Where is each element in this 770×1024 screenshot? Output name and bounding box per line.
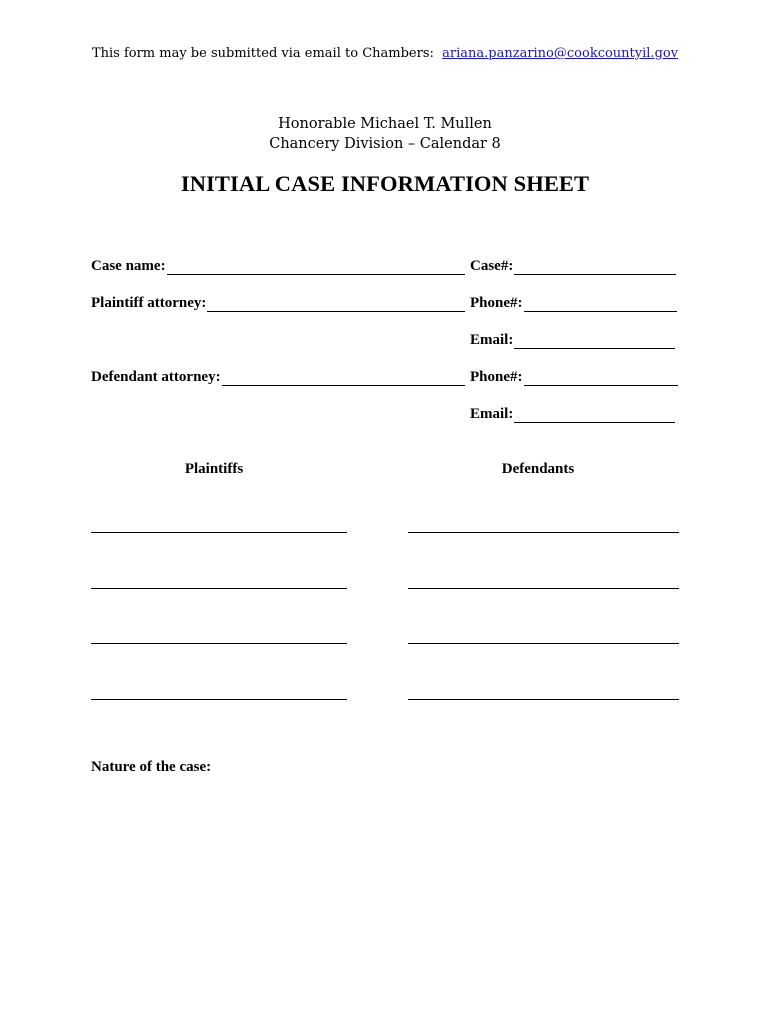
case-number-line[interactable]	[514, 260, 676, 275]
defendant-line-3[interactable]	[408, 643, 679, 644]
page-title: INITIAL CASE INFORMATION SHEET	[180, 171, 590, 196]
plaintiff-phone-label: Phone#:	[470, 295, 523, 311]
plaintiff-email-label: Email:	[470, 332, 514, 348]
case-number-label: Case#:	[470, 258, 514, 274]
plaintiff-line-1[interactable]	[91, 532, 347, 533]
plaintiff-phone-field[interactable]	[470, 292, 677, 312]
defendant-phone-line[interactable]	[524, 371, 679, 386]
plaintiff-attorney-label: Plaintiff attorney:	[91, 295, 207, 311]
submission-note-text: This form may be submitted via email to Chambers:	[91, 46, 434, 61]
case-name-field[interactable]	[91, 255, 465, 275]
defendant-line-2[interactable]	[408, 588, 679, 589]
plaintiffs-heading: Plaintiffs	[184, 461, 244, 477]
plaintiff-line-2[interactable]	[91, 588, 347, 589]
plaintiff-email-field[interactable]	[470, 329, 675, 349]
nature-of-case-label: Nature of the case:	[91, 759, 212, 775]
chambers-email-link[interactable]: ariana.panzarino@cookcountyil.gov	[442, 46, 679, 61]
plaintiff-attorney-line[interactable]	[207, 297, 465, 312]
defendant-attorney-label: Defendant attorney:	[91, 369, 221, 385]
division-name: Chancery Division – Calendar 8	[269, 136, 501, 152]
plaintiff-line-4[interactable]	[91, 699, 347, 700]
judge-name: Honorable Michael T. Mullen	[278, 116, 492, 132]
defendant-email-label: Email:	[470, 406, 514, 422]
submission-note	[0, 46, 770, 61]
defendant-email-field[interactable]	[470, 403, 675, 423]
defendant-line-1[interactable]	[408, 532, 679, 533]
case-name-line[interactable]	[167, 260, 465, 275]
plaintiff-attorney-field[interactable]	[91, 292, 465, 312]
defendant-phone-label: Phone#:	[470, 369, 523, 385]
plaintiff-email-line[interactable]	[514, 334, 675, 349]
plaintiff-phone-line[interactable]	[524, 297, 678, 312]
case-name-label: Case name:	[91, 258, 166, 274]
defendant-phone-field[interactable]	[470, 366, 678, 386]
defendant-line-4[interactable]	[408, 699, 679, 700]
defendant-email-line[interactable]	[514, 408, 675, 423]
defendants-heading: Defendants	[501, 461, 575, 477]
defendant-attorney-line[interactable]	[222, 371, 465, 386]
case-number-field[interactable]	[470, 255, 676, 275]
plaintiff-line-3[interactable]	[91, 643, 347, 644]
defendant-attorney-field[interactable]	[91, 366, 465, 386]
